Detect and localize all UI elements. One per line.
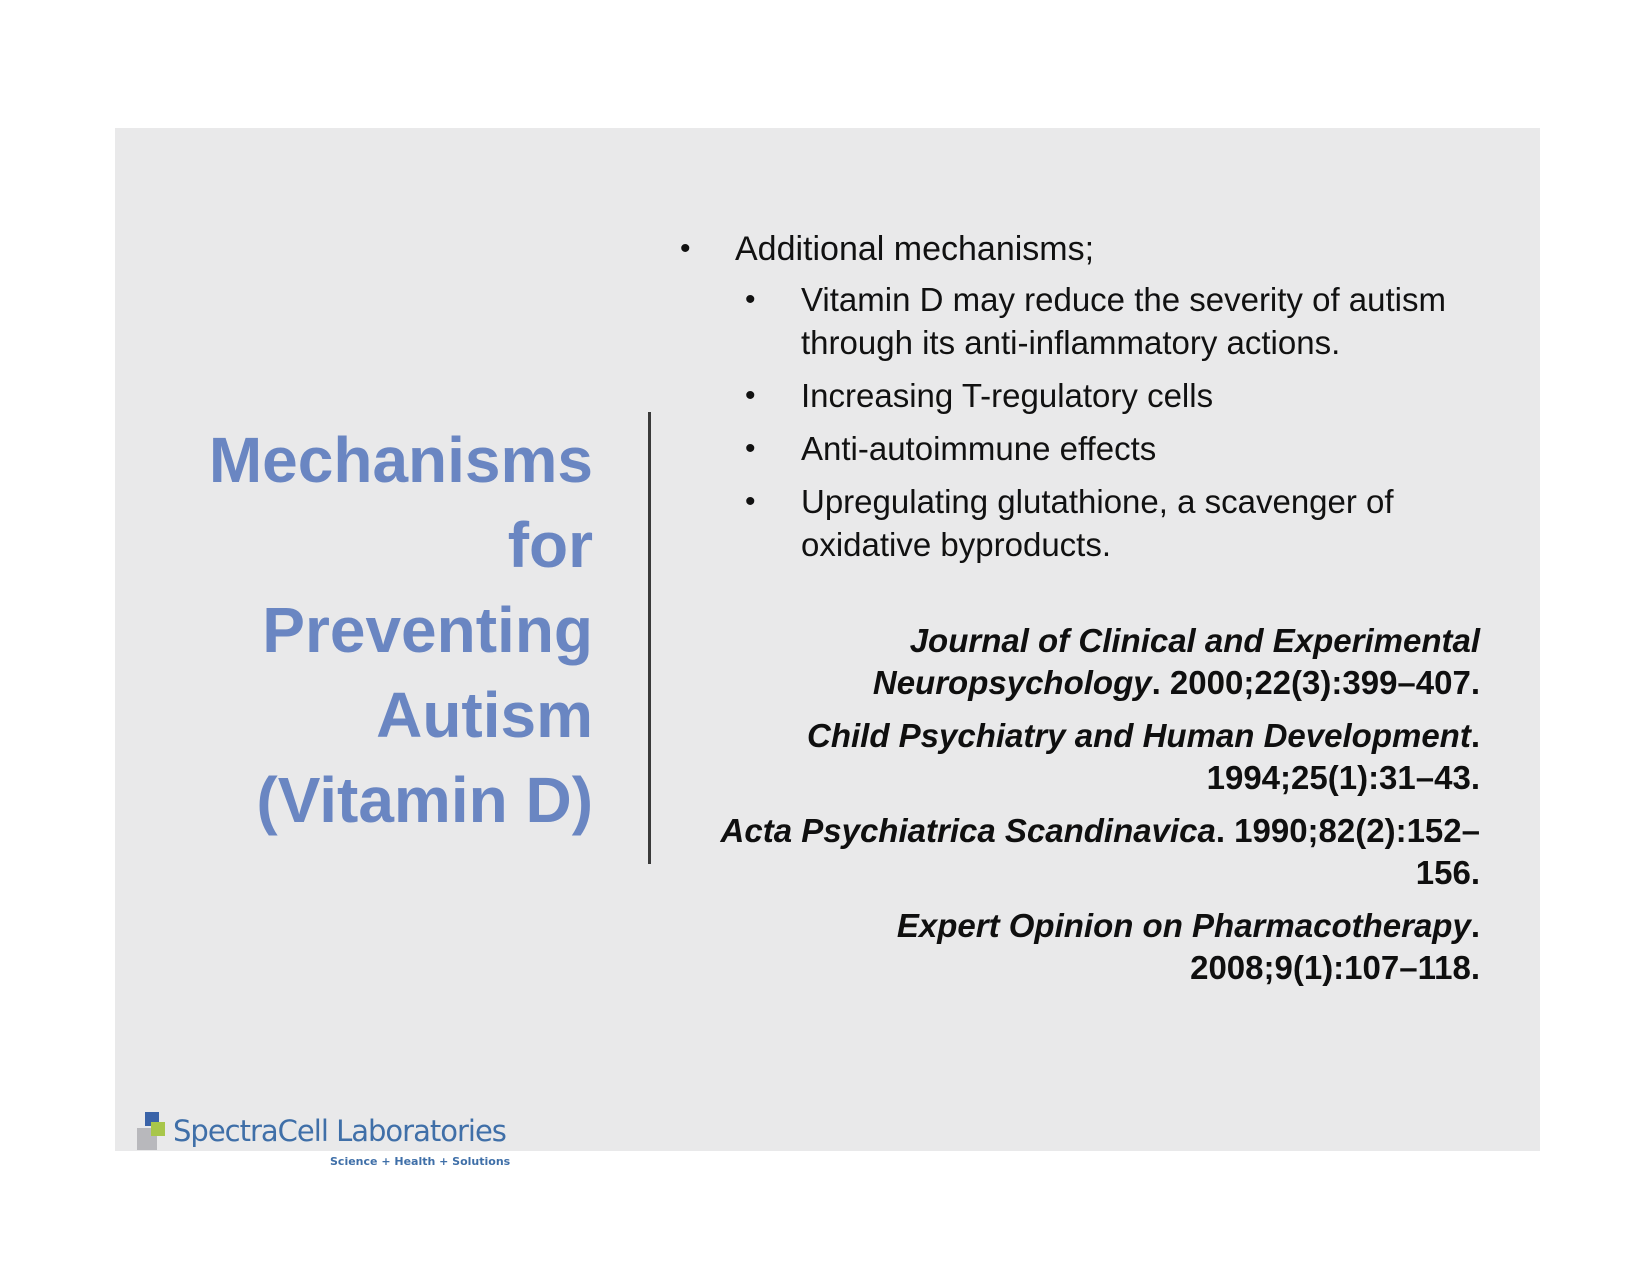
reference-item xyxy=(720,620,1480,704)
title-line: for xyxy=(507,509,593,581)
main-bullet-item xyxy=(680,228,1500,270)
reference-citation: . 2000;22(3):399–407. xyxy=(1151,664,1480,701)
vertical-divider xyxy=(648,412,651,864)
title-line: Preventing xyxy=(262,594,593,666)
reference-journal: Acta Psychiatrica Scandinavica xyxy=(720,812,1216,849)
bullet-icon: • xyxy=(745,283,756,316)
slide xyxy=(115,128,1540,1151)
spectracell-logo xyxy=(137,1110,511,1170)
bullet-icon: • xyxy=(680,232,691,265)
bullet-list xyxy=(680,228,1500,576)
reference-citation: . 1994;25(1):31–43. xyxy=(1206,717,1480,796)
main-bullet-text: Additional mechanisms; xyxy=(735,230,1095,268)
slide-title xyxy=(115,418,593,843)
logo-tagline: Science + Health + Solutions xyxy=(330,1155,511,1168)
sub-bullet-item xyxy=(735,374,1461,417)
sub-bullet-text: Increasing T-regulatory cells xyxy=(801,377,1214,414)
bullet-icon: • xyxy=(745,432,756,465)
references xyxy=(720,620,1480,1000)
bullet-icon: • xyxy=(745,485,756,518)
sub-bullet-text: Anti-autoimmune effects xyxy=(801,430,1157,467)
bullet-icon: • xyxy=(745,379,756,412)
sub-bullet-list xyxy=(680,278,1500,566)
reference-journal: Child Psychiatry and Human Development xyxy=(807,717,1471,754)
sub-bullet-text: Vitamin D may reduce the severity of autism through its anti-inflammatory actions. xyxy=(801,281,1446,361)
reference-item xyxy=(720,715,1480,799)
reference-citation: . 2008;9(1):107–118. xyxy=(1190,907,1480,986)
title-line: Mechanisms xyxy=(208,424,593,496)
title-line: Autism xyxy=(376,679,593,751)
reference-journal: Journal of Clinical and Experimental Neuropsychology xyxy=(872,622,1480,701)
reference-citation: . 1990;82(2):152–156. xyxy=(1215,812,1480,891)
sub-bullet-item xyxy=(735,480,1461,566)
logo-name: SpectraCell Laboratories xyxy=(173,1114,506,1148)
reference-journal: Expert Opinion on Pharmacotherapy xyxy=(896,907,1471,944)
sub-bullet-item xyxy=(735,427,1461,470)
reference-item xyxy=(720,905,1480,989)
logo-squares-icon xyxy=(137,1110,167,1154)
reference-item xyxy=(720,810,1480,894)
title-line: (Vitamin D) xyxy=(256,764,593,836)
sub-bullet-item xyxy=(735,278,1461,364)
sub-bullet-text: Upregulating glutathione, a scavenger of oxidative byproducts. xyxy=(801,483,1394,563)
